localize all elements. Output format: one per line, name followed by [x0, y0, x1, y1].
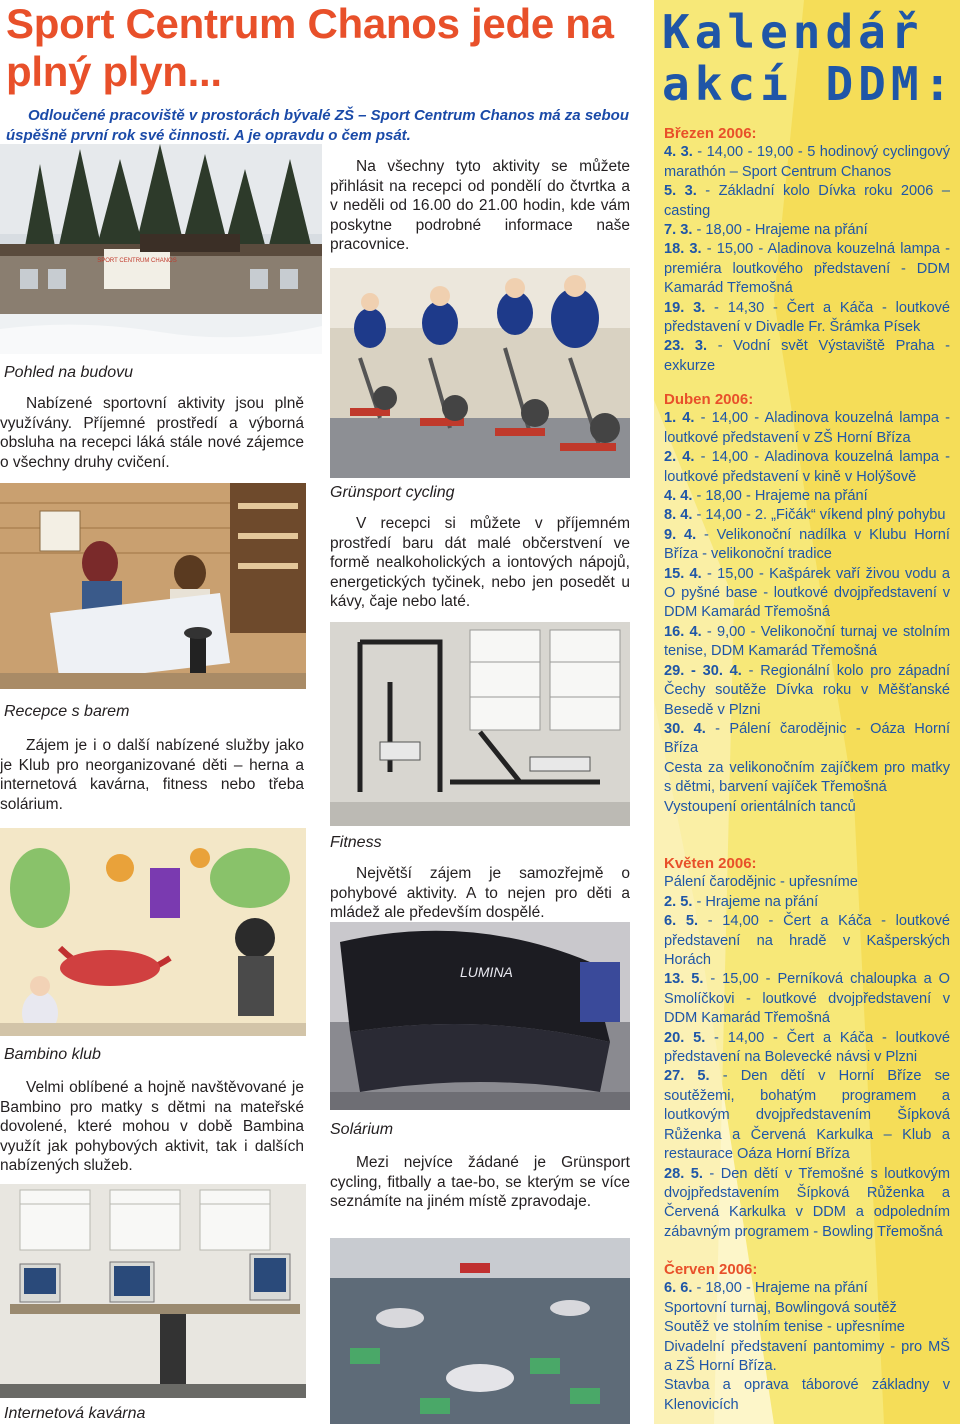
month-heading: Červen 2006:: [664, 1261, 758, 1278]
building-sign-text: SPORT CENTRUM CHANOS: [97, 258, 177, 264]
entry-text: - 15,00 - Perníková chaloupka a O Smolíčkovi - loutkové dvojpředstavení v DDM Kamarád Třemošná: [664, 971, 950, 1027]
caption-cycling: Grünsport cycling: [330, 484, 455, 501]
caption-internet: Internetová kavárna: [4, 1405, 146, 1422]
caption-solarium: Solárium: [330, 1121, 394, 1138]
entry-text: Sportovní turnaj, Bowlingová soutěž: [664, 1299, 897, 1316]
entry-text: - 9,00 - Velikonoční turnaj ve stolním tenise, DDM Kamarád Třemošná: [664, 623, 950, 660]
calendar-entry: [664, 1165, 950, 1243]
article-title: Sport Centrum Chanos jede na plný plyn...: [6, 0, 614, 95]
entry-text: - 14,00 - Aladinova kouzelná lampa - loutkové představení v ZŠ Horní Bříza: [664, 410, 950, 446]
entry-date: 16. 4.: [664, 623, 702, 640]
entry-date: 19. 3.: [664, 299, 706, 316]
entry-date: 2. 4.: [664, 449, 695, 466]
reception-photo: [0, 483, 306, 689]
calendar-entry: [664, 1318, 950, 1337]
cycling-photo: [330, 268, 630, 478]
entry-text: - Pálení čarodějnic - Oáza Horní Bříza: [664, 720, 950, 757]
caption-bambino: Bambino klub: [4, 1046, 101, 1063]
calendar-entry: [664, 1029, 950, 1068]
entry-date: 29. - 30. 4.: [664, 662, 742, 679]
calendar-entry: [664, 1279, 950, 1298]
entry-date: 4. 4.: [664, 488, 693, 505]
entry-text: Soutěž ve stolním tenise - upřesníme: [664, 1319, 905, 1336]
entry-text: - 18,00 - Hrajeme na přání: [696, 488, 868, 505]
month-heading: Březen 2006:: [664, 125, 757, 142]
entry-text: - Velikonoční nadílka v Klubu Horní Bříza - velikonoční tradice: [664, 526, 950, 563]
paragraph-bambino: Velmi oblíbené a hojně navštěvované je Bambino pro matky s dětmi na mateřské dovolené, které mohou v době Bambina využít jak pohybových aktivit, tak i dalších nabízených služeb.: [0, 1079, 304, 1174]
entry-text: Vystoupení orientálních tanců: [664, 798, 856, 815]
calendar-entry: [664, 487, 950, 506]
fitness-photo: [330, 622, 630, 826]
caption-building: Pohled na budovu: [4, 364, 133, 381]
entry-text: - 14,00 - Čert a Káča - loutkové představení na Bolevecké návsi v Plzni: [664, 1029, 950, 1066]
calendar-entry: [664, 1338, 950, 1377]
calendar-entry: [664, 1067, 950, 1164]
calendar-entry: [664, 409, 950, 448]
entry-text: - Den dětí v Třemošné s loutkovým dvojpředstavením Šípková Růženka a Červená Karkulka v DDM a odpoledním zábavným programem - Bowling Třemošná: [664, 1165, 950, 1240]
calendar-month-june: [664, 1260, 950, 1415]
internet-cafe-photo: [0, 1184, 306, 1398]
calendar-entry: [664, 1376, 950, 1415]
calendar-entry: [664, 893, 950, 912]
entry-date: 9. 4.: [664, 526, 697, 543]
solarium-photo: [330, 922, 630, 1110]
entry-date: 1. 4.: [664, 410, 695, 427]
entry-text: - 14,00 - Aladinova kouzelná lampa - loutkové představení v kině v Holýšově: [664, 449, 950, 485]
paragraph-movement: Největší zájem je samozřejmě o pohybové aktivity. A to nejen pro děti a mládež ale především dospělé.: [330, 865, 630, 921]
entry-date: 13. 5.: [664, 971, 704, 988]
calendar-entry: [664, 970, 950, 1028]
entry-date: 6. 6.: [664, 1280, 693, 1297]
calendar-entry: [664, 1299, 950, 1318]
month-heading: Duben 2006:: [664, 391, 754, 408]
entry-text: - Hrajeme na přání: [696, 893, 819, 910]
entry-text: - 18,00 - Hrajeme na přání: [696, 1280, 868, 1297]
calendar-title: Kalendář akcí DDM:: [662, 5, 957, 111]
entry-text: Divadelní představení pantomimy - pro MŠ a ZŠ Horní Bříza.: [664, 1338, 950, 1375]
paragraph-registration: Na všechny tyto aktivity se můžete přihlásit na recepci od pondělí do čtvrtka a v neděli od 16.00 do 21.00 hodin, kde vám poskytne podrobné informace naše pracovnice.: [330, 158, 630, 253]
caption-fitness: Fitness: [330, 834, 382, 851]
calendar-entry: [664, 337, 950, 376]
paragraph-popular: Mezi nejvíce žádané je Grünsport cycling, fitbally a tae-bo, se kterým se více seznámíte na jiném místě zpravodaje.: [330, 1154, 630, 1210]
calendar-entry: [664, 662, 950, 720]
entry-text: - Regionální kolo pro západní Čechy soutěže Dívka roku v Měšťanské Besedě v Plzni: [664, 662, 950, 718]
paragraph-services: Zájem je i o další nabízené služby jako je Klub pro neorganizované děti – herna a internetová kavárna, fitness nebo třeba solárium.: [0, 737, 304, 813]
entry-date: 15. 4.: [664, 565, 702, 582]
calendar-month-april: [664, 390, 950, 817]
calendar-entry: [664, 623, 950, 662]
entry-date: 8. 4.: [664, 507, 693, 524]
building-photo: [0, 144, 322, 354]
entry-text: Cesta za velikonočním zajíčkem pro matky s dětmi, barvení vajíček Třemošná: [664, 759, 950, 796]
entry-date: 27. 5.: [664, 1068, 710, 1085]
paragraph-bar: V recepci si můžete v příjemném prostředí baru dát malé občerstvení ve formě nealkoholických a iontových nápojů, energetických tyčinek, nebo jen posedět u kávy, čaje nebo laté.: [330, 515, 630, 610]
entry-text: - 14,00 - 2. „Fičák“ víkend plný pohybu: [696, 507, 946, 524]
calendar-entry: [664, 182, 950, 221]
calendar-entry: [664, 873, 950, 892]
month-heading: Květen 2006:: [664, 855, 757, 872]
entry-date: 20. 5.: [664, 1029, 706, 1046]
calendar-entry: [664, 720, 950, 759]
entry-date: 28. 5.: [664, 1165, 703, 1182]
calendar-entry: [664, 240, 950, 298]
calendar-entry: [664, 912, 950, 970]
entry-text: - 14,00 - Čert a Káča - loutkové představení na hradě v Kašperských Horách: [664, 913, 950, 969]
entry-text: - Den dětí v Horní Bříze se soutěžemi, bohatým programem a loutkovým dvojpředstavením Šípková Růženka a Červená Karkulka – Klub a restaurace Oáza Horní Bříza: [664, 1068, 951, 1163]
entry-text: Stavba a oprava táborové základny v Klenovicích: [664, 1377, 950, 1413]
calendar-entry: [664, 759, 950, 798]
calendar-entry: [664, 526, 950, 565]
entry-text: Pálení čarodějnic - upřesníme: [664, 874, 858, 891]
calendar-month-may: [664, 854, 950, 1242]
entry-date: 30. 4.: [664, 720, 706, 737]
calendar-entry: [664, 565, 950, 623]
calendar-entry: [664, 798, 950, 817]
paragraph-activities: Nabízené sportovní aktivity jsou plně využívány. Příjemné prostředí a výborná obsluha na recepci láká stále nové zájemce o všechny druhy cvičení.: [0, 395, 304, 471]
entry-text: - 15,00 - Kašpárek vaří živou vodu a O pyšné base - loutkové dvojpředstavení v DDM Kamarád Třemošná: [664, 565, 950, 621]
entry-text: - 15,00 - Aladinova kouzelná lampa - premiéra loutkového představení - DDM Kamarád Třemošná: [664, 241, 951, 297]
entry-text: - 14,30 - Čert a Káča - loutkové představení v Divadle Fr. Šrámka Písek: [664, 299, 950, 336]
calendar-sidebar: [654, 0, 960, 1424]
entry-date: 23. 3.: [664, 338, 708, 355]
entry-text: - 14,00 - 19,00 - 5 hodinový cyclingový marathón – Sport Centrum Chanos: [664, 144, 950, 180]
solarium-brand-text: LUMINA: [460, 964, 513, 980]
calendar-entry: [664, 448, 950, 487]
entry-date: 6. 5.: [664, 913, 699, 930]
calendar-entry: [664, 506, 950, 525]
entry-text: - Vodní svět Výstaviště Praha - exkurze: [664, 338, 950, 374]
calendar-month-march: [664, 124, 950, 376]
caption-reception: Recepce s barem: [4, 703, 130, 720]
calendar-entry: [664, 221, 950, 240]
exercise-photo: [330, 1238, 630, 1424]
entry-date: 7. 3.: [664, 222, 693, 239]
entry-date: 5. 3.: [664, 183, 697, 200]
bambino-photo: [0, 828, 306, 1036]
entry-text: - Základní kolo Dívka roku 2006 – casting: [664, 183, 950, 219]
entry-date: 2. 5.: [664, 893, 693, 910]
entry-text: - 18,00 - Hrajeme na přání: [696, 222, 868, 239]
entry-date: 4. 3.: [664, 144, 693, 161]
calendar-entry: [664, 143, 950, 182]
article-lead: Odloučené pracoviště v prostorách bývalé ZŠ – Sport Centrum Chanos má za sebou úspěšně první rok své činnosti. A je opravdu o čem psát.: [6, 107, 629, 144]
entry-date: 18. 3.: [664, 241, 702, 258]
calendar-entry: [664, 299, 950, 338]
